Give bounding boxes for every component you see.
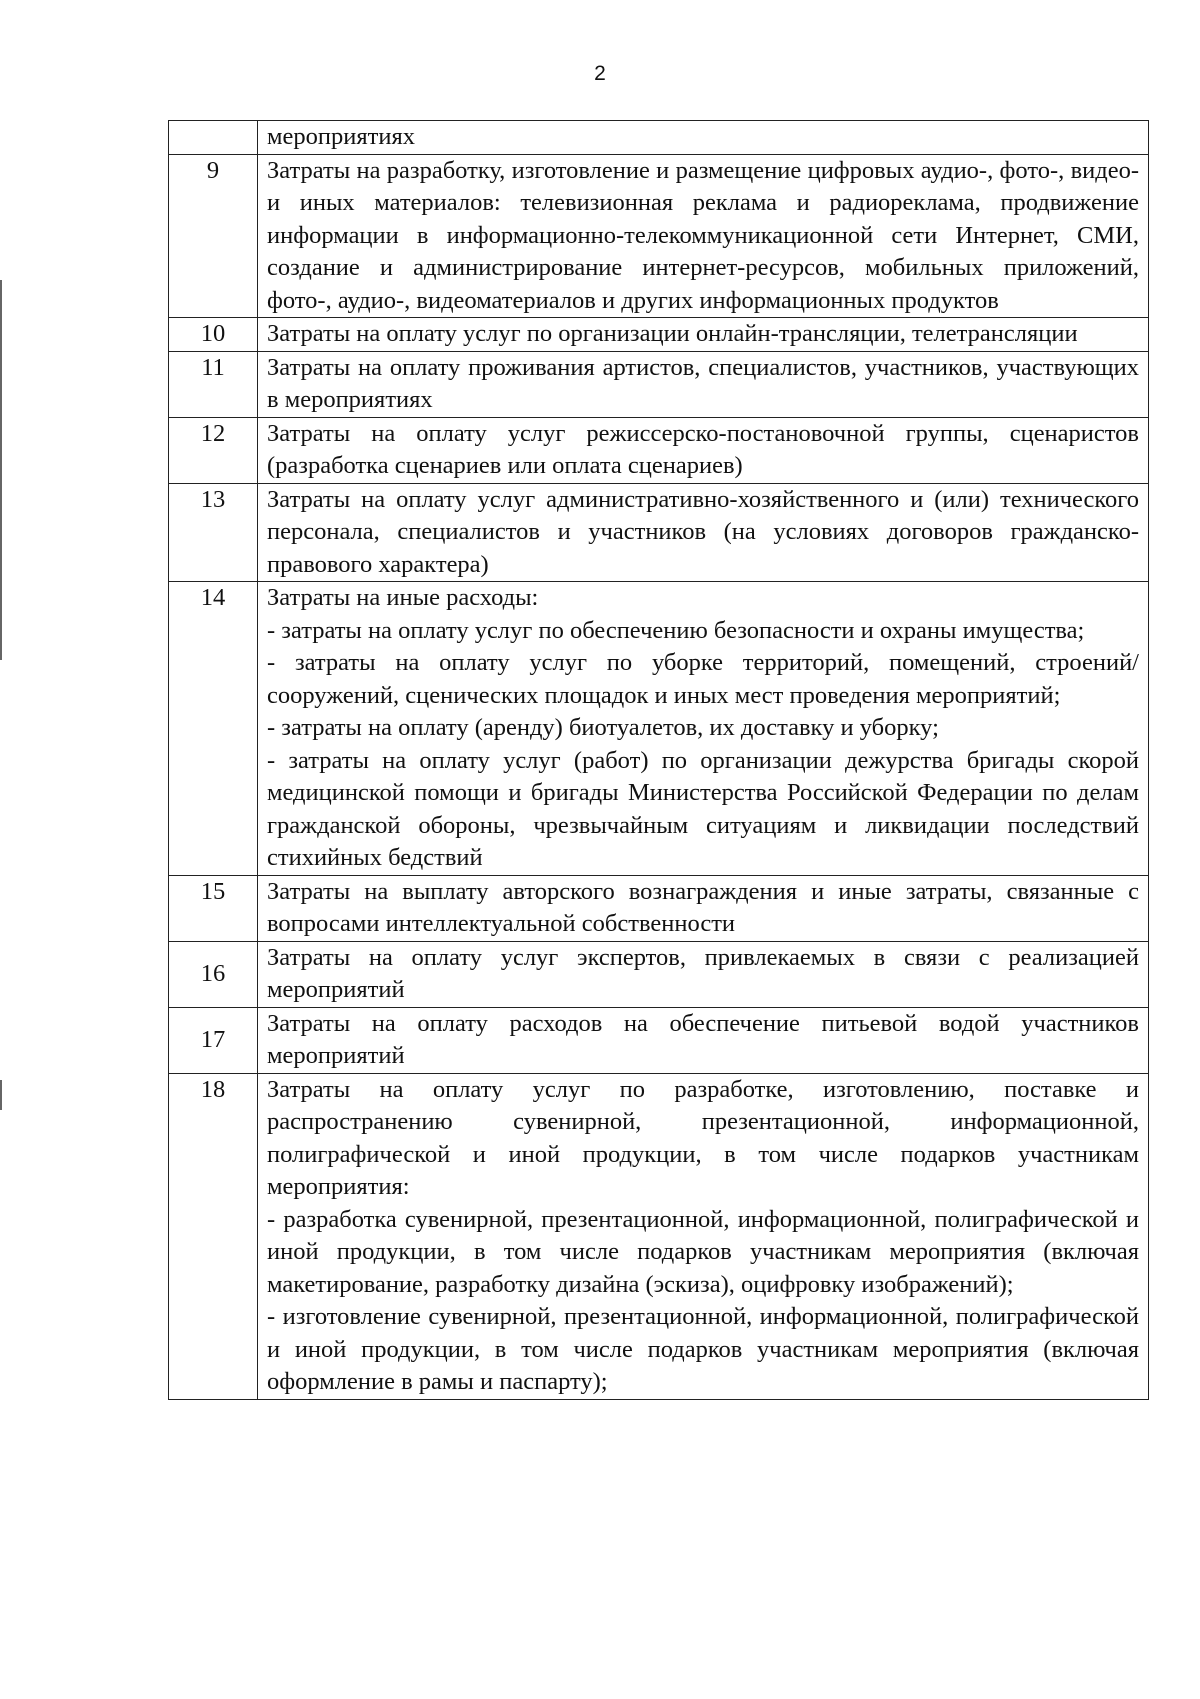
description-line: Затраты на выплату авторского вознаграждения и иные затраты, связанные с вопросами интеллектуальной собственности	[267, 877, 1139, 937]
table-row	[169, 318, 1149, 352]
row-description	[258, 351, 1149, 417]
description-line: Затраты на оплату услуг по разработке, изготовлению, поставке и распространению сувенирной, презентационной, информационной, полиграфической и иной продукции, в том числе подарков участникам мероприятия:	[267, 1075, 1139, 1200]
table-row	[169, 941, 1149, 1007]
description-line: - разработка сувенирной, презентационной, информационной, полиграфической и иной продукции, в том числе подарков участникам мероприятия (включая макетирование, разработку дизайна (эскиза), оцифровку изображений);	[267, 1205, 1139, 1298]
table-row	[169, 154, 1149, 318]
table-row	[169, 351, 1149, 417]
row-description	[258, 483, 1149, 582]
description-line: Затраты на разработку, изготовление и размещение цифровых аудио-, фото-, видео- и иных материалов: телевизионная реклама и радиореклама, продвижение информации в информационно-телекоммуникационной сети Интернет, СМИ, создание и администрирование интернет-ресурсов, мобильных приложений, фото-, аудио-, видеоматериалов и других информационных продуктов	[267, 156, 1139, 314]
row-number: 11	[169, 351, 258, 417]
scan-edge-mark	[0, 1080, 2, 1110]
description-line: Затраты на оплату услуг режиссерско-постановочной группы, сценаристов (разработка сценариев или оплата сценариев)	[267, 419, 1139, 479]
table-row	[169, 417, 1149, 483]
description-line: Затраты на оплату проживания артистов, специалистов, участников, участвующих в мероприятиях	[267, 353, 1139, 413]
row-description	[258, 941, 1149, 1007]
row-number: 12	[169, 417, 258, 483]
row-number	[169, 121, 258, 155]
row-description	[258, 417, 1149, 483]
table-row	[169, 1007, 1149, 1073]
row-number: 13	[169, 483, 258, 582]
row-description	[258, 1073, 1149, 1399]
scan-edge-mark	[0, 280, 2, 660]
description-line: Затраты на оплату услуг по организации онлайн-трансляции, телетрансляции	[267, 320, 1078, 347]
row-description	[258, 154, 1149, 318]
row-number: 17	[169, 1007, 258, 1073]
description-line: - изготовление сувенирной, презентационной, информационной, полиграфической и иной продукции, в том числе подарков участникам мероприятия (включая оформление в рамы и паспарту);	[267, 1303, 1139, 1395]
page-number: 2	[594, 62, 606, 85]
row-description	[258, 121, 1149, 155]
description-line: - затраты на оплату услуг по обеспечению безопасности и охраны имущества;	[267, 616, 1085, 644]
description-line: Затраты на оплату услуг административно-хозяйственного и (или) технического персонала, специалистов и участников (на условиях договоров гражданско-правового характера)	[267, 485, 1139, 578]
description-line: - затраты на оплату (аренду) биотуалетов, их доставку и уборку;	[267, 714, 939, 741]
table-row	[169, 483, 1149, 582]
table-row	[169, 121, 1149, 155]
description-line: мероприятиях	[267, 123, 415, 150]
expenses-table	[168, 120, 1149, 1400]
table-row	[169, 875, 1149, 941]
description-line: Затраты на иные расходы:	[267, 584, 539, 611]
row-number: 18	[169, 1073, 258, 1399]
description-line: Затраты на оплату услуг экспертов, привлекаемых в связи с реализацией мероприятий	[267, 943, 1139, 1003]
row-number: 15	[169, 875, 258, 941]
row-number: 9	[169, 154, 258, 318]
row-description	[258, 1007, 1149, 1073]
row-number: 10	[169, 318, 258, 352]
table-row	[169, 582, 1149, 876]
description-line: - затраты на оплату услуг по уборке территорий, помещений, строений/сооружений, сценических площадок и иных мест проведения мероприятий;	[267, 649, 1139, 709]
row-description	[258, 582, 1149, 876]
row-description	[258, 318, 1149, 352]
row-number: 16	[169, 941, 258, 1007]
description-line: - затраты на оплату услуг (работ) по организации дежурства бригады скорой медицинской помощи и бригады Министерства Российской Федерации по делам гражданской обороны, чрезвычайным ситуациям и ликвидации последствий стихийных бедствий	[267, 746, 1139, 871]
row-number: 14	[169, 582, 258, 876]
table-row	[169, 1073, 1149, 1399]
description-line: Затраты на оплату расходов на обеспечение питьевой водой участников мероприятий	[267, 1009, 1139, 1069]
row-description	[258, 875, 1149, 941]
